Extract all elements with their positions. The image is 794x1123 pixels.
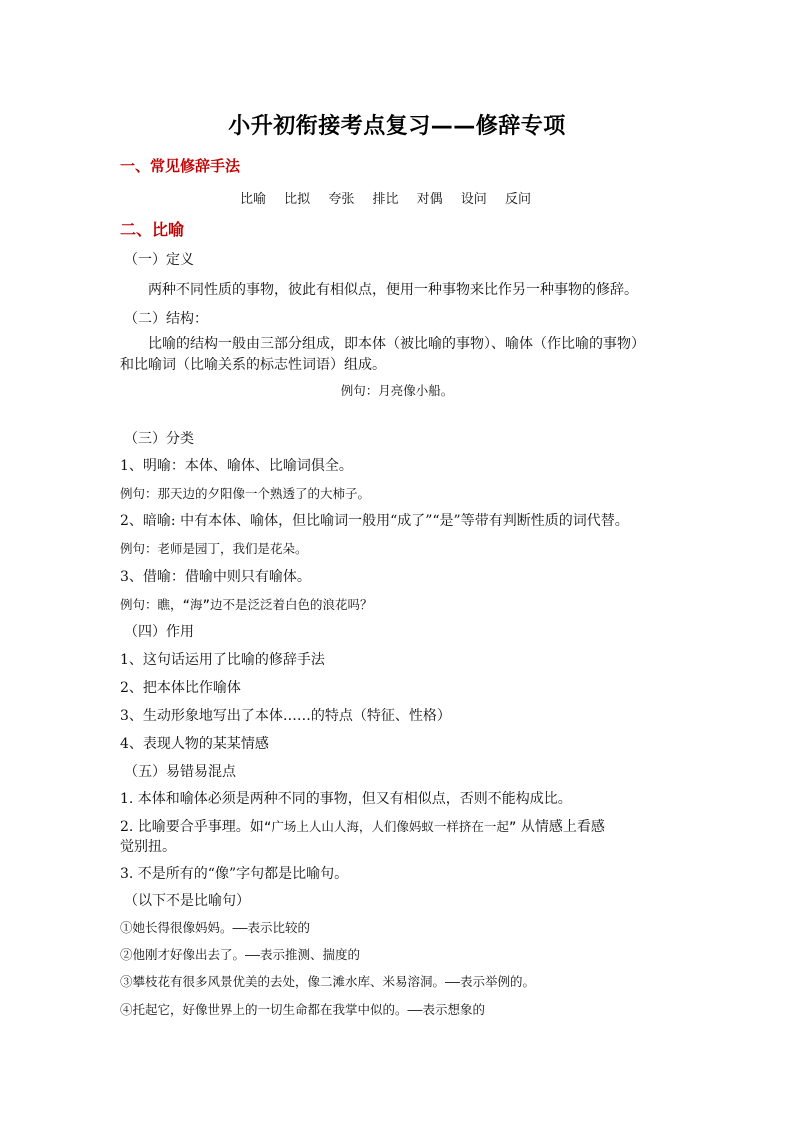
non-metaphor-example: ①她长得很像妈妈。——表示比较的 xyxy=(120,920,311,935)
class-simile-example: 例句：那天边的夕阳像一个熟透了的大柿子。 xyxy=(120,486,371,501)
class-metaphor: 2、暗喻: 中有本体、喻体，但比喻词一般用“成了”“是”等带有判断性质的词代替。 xyxy=(120,513,629,529)
error-point: 3. 不是所有的“像”字句都是比喻句。 xyxy=(120,866,349,882)
error-point-quote: “广场上人山人海，人们像妈蚁一样挤在一起” xyxy=(263,819,517,834)
class-simile: 1、明喻：本体、喻体、比喻词俱全。 xyxy=(120,458,353,474)
non-metaphor-example: ③攀枝花有很多风景优美的去处，像二滩水库、米易溶洞。——表示举例的。 xyxy=(120,974,536,989)
subheading-common-errors: （五）易错易混点 xyxy=(124,764,236,780)
page-title: 小升初衔接考点复习——修辞专项 xyxy=(228,114,566,139)
section-heading-common-rhetoric: 一、常见修辞手法 xyxy=(120,157,241,175)
term-item: 比拟 xyxy=(284,192,311,207)
term-item: 比喻 xyxy=(240,192,267,207)
term-item: 排比 xyxy=(372,192,399,207)
term-item: 设问 xyxy=(460,192,487,207)
definition-text: 两种不同性质的事物，彼此有相似点，便用一种事物来比作另一种事物的修辞。 xyxy=(148,282,638,298)
structure-text-line-2: 和比喻词（比喻关系的标志性词语）组成。 xyxy=(120,357,386,373)
section-heading-metaphor: 二、比喻 xyxy=(120,220,185,239)
class-metonymy: 3、借喻：借喻中则只有喻体。 xyxy=(120,569,311,585)
function-item: 1、这句话运用了比喻的修辞手法 xyxy=(120,652,325,668)
rhetoric-terms-list xyxy=(240,191,545,209)
error-point-text: 从情感上看感 xyxy=(516,819,605,835)
error-point: 1. 本体和喻体必须是两种不同的事物，但又有相似点，否则不能构成比。 xyxy=(120,791,572,807)
term-item: 夸张 xyxy=(328,192,355,207)
function-item: 3、生动形象地写出了本体……的特点（特征、性格） xyxy=(120,708,451,724)
error-point xyxy=(120,818,605,836)
structure-example: 例句：月亮像小船。 xyxy=(340,383,454,398)
term-item: 对偶 xyxy=(416,192,443,207)
error-point-continued: 觉别扭。 xyxy=(120,839,176,855)
structure-text-line-1: 比喻的结构一般由三部分组成，即本体（被比喻的事物）、喻体（作比喻的事物） xyxy=(148,336,645,352)
subheading-classification: （三）分类 xyxy=(124,431,194,447)
non-metaphor-example: ④托起它，好像世界上的一切生命都在我掌中似的。——表示想象的 xyxy=(120,1002,486,1017)
non-metaphor-example: ②他刚才好像出去了。——表示推测、揣度的 xyxy=(120,947,361,962)
term-item: 反问 xyxy=(504,192,531,207)
subheading-function: （四）作用 xyxy=(124,624,194,640)
class-metaphor-example: 例句：老师是园丁，我们是花朵。 xyxy=(120,541,308,556)
class-metonymy-example: 例句：瞧，“海”边不是泛泛着白色的浪花吗？ xyxy=(120,597,373,612)
subheading-structure: （二）结构： xyxy=(124,311,208,327)
function-item: 4、表现人物的某某情感 xyxy=(120,736,269,752)
subheading-not-metaphor: （以下不是比喻句） xyxy=(124,893,250,909)
error-point-text: 2. 比喻要合乎事理。如 xyxy=(120,819,264,835)
subheading-definition: （一）定义 xyxy=(124,252,194,268)
function-item: 2、把本体比作喻体 xyxy=(120,680,241,696)
